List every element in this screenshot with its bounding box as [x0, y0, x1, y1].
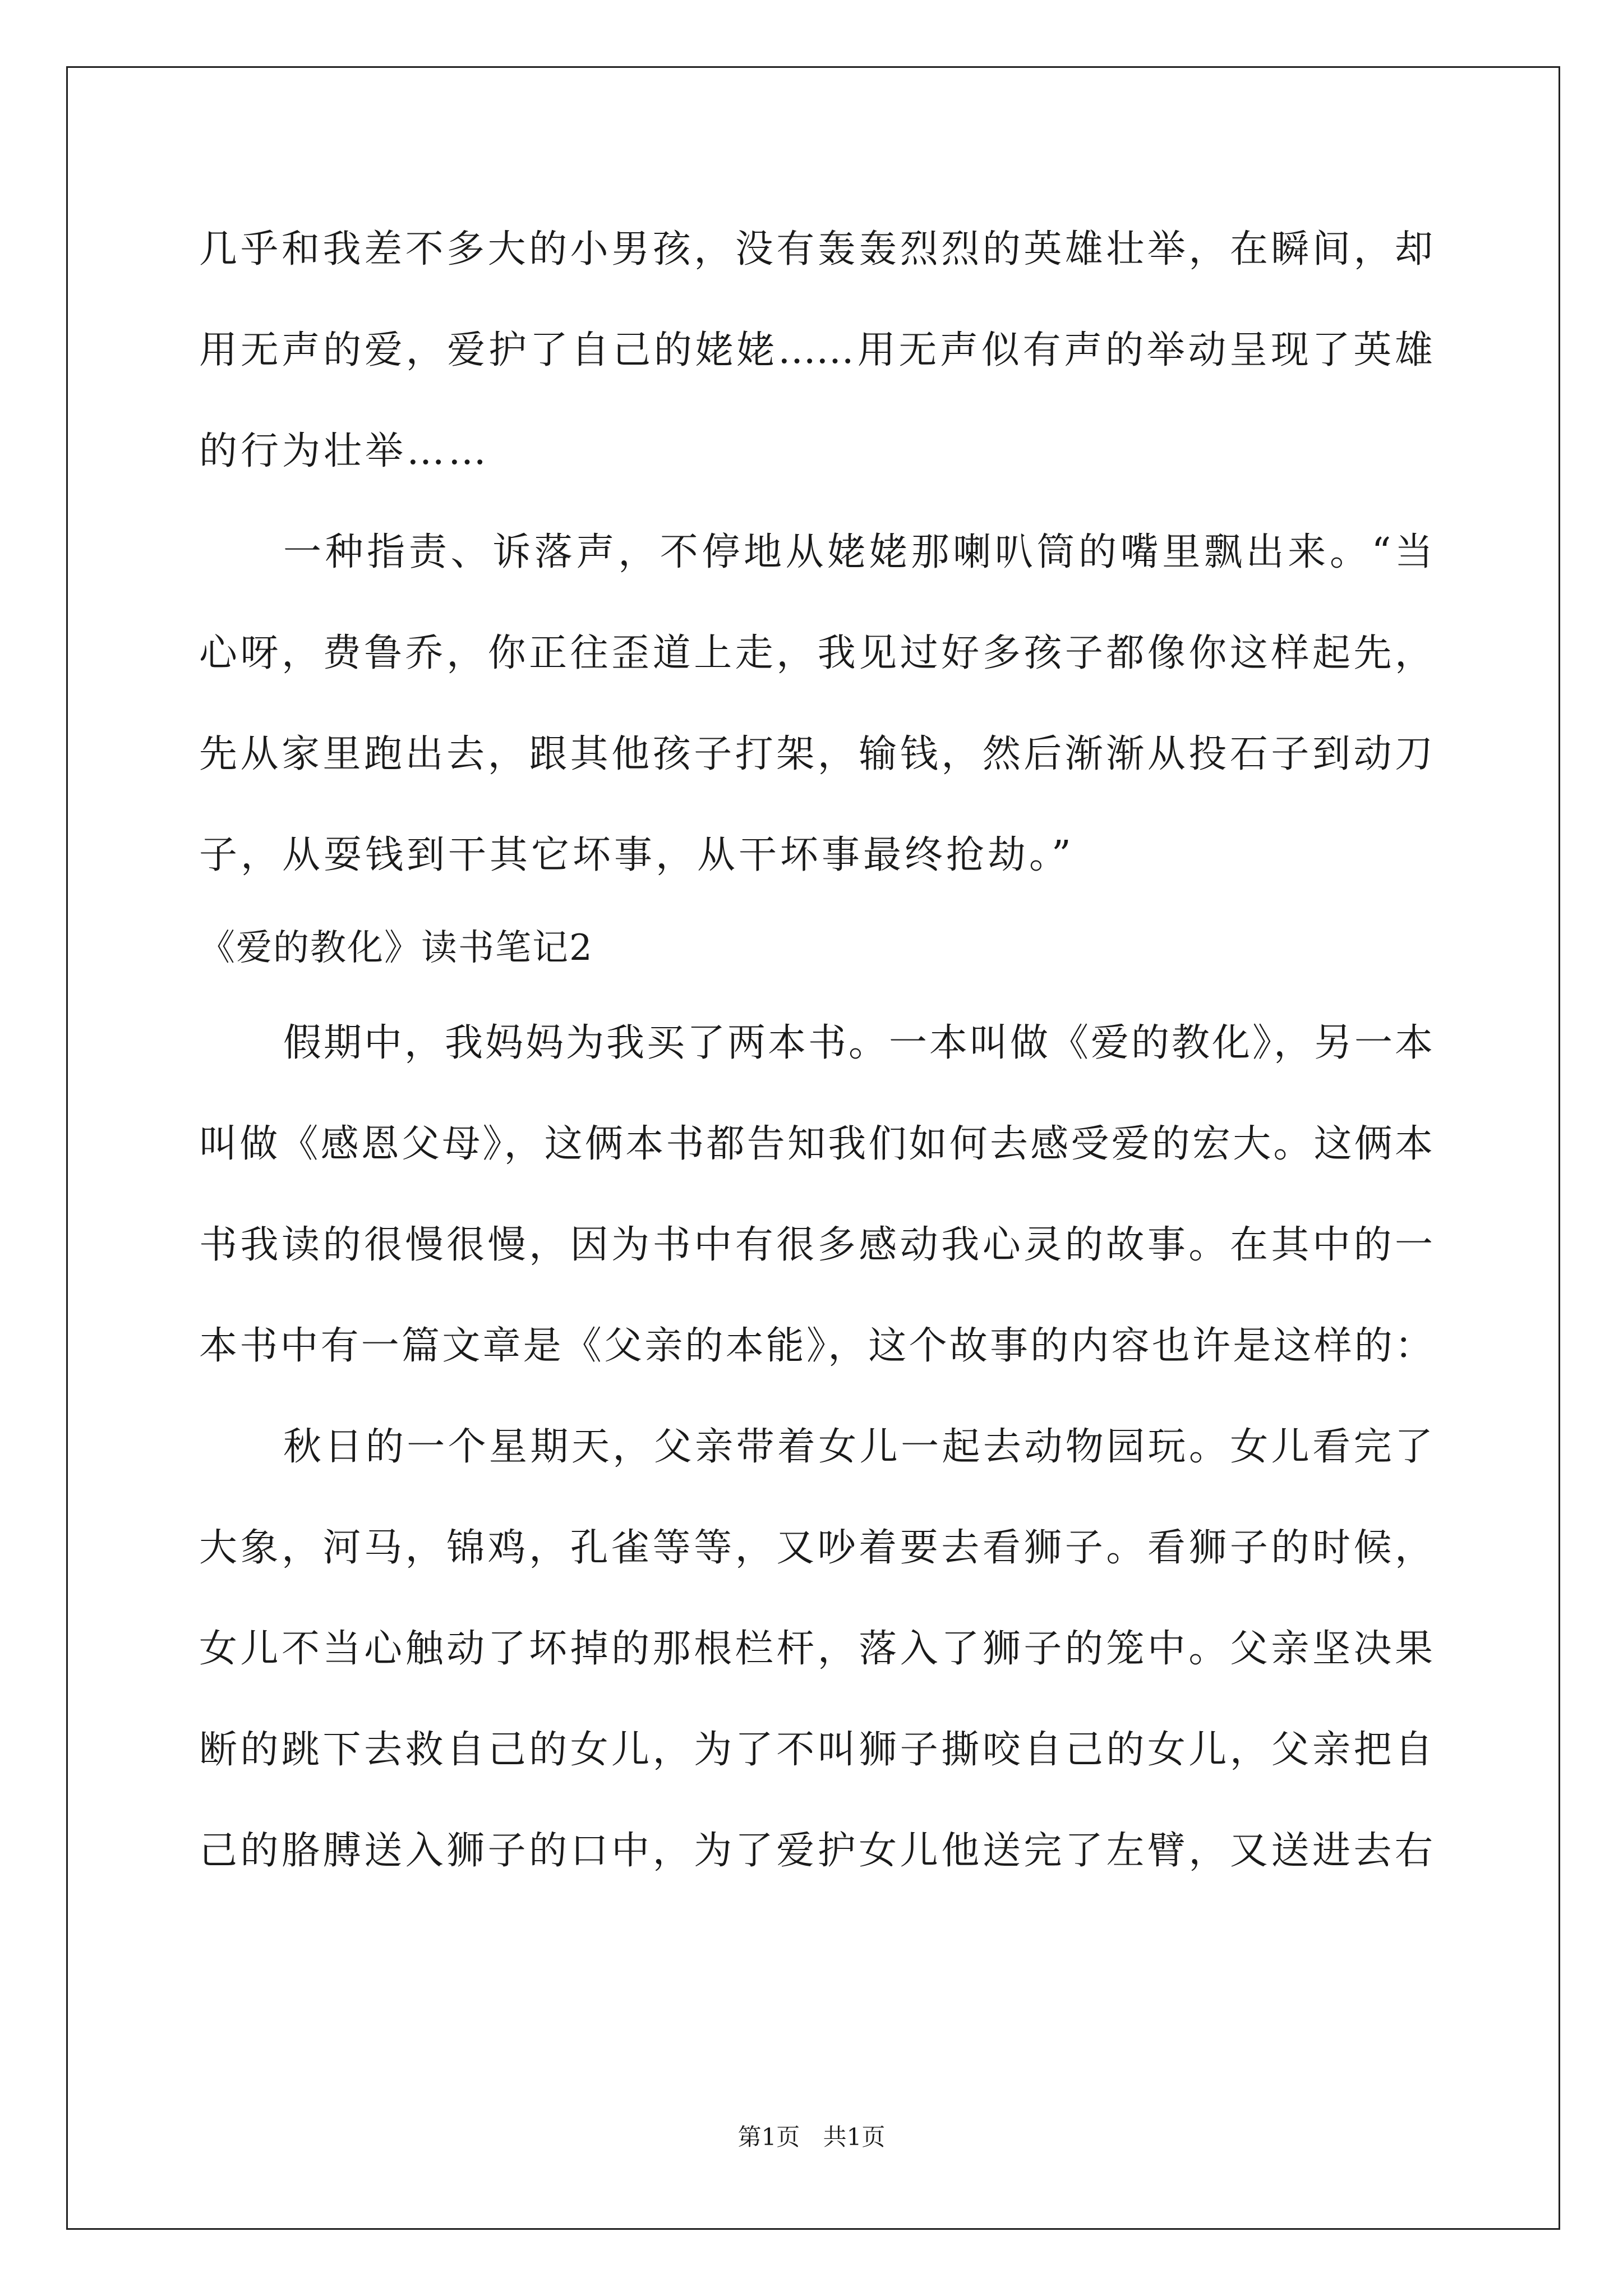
paragraph-line: 本书中有一篇文章是《父亲的本能》，这个故事的内容也许是这样的： — [199, 1324, 1433, 1368]
paragraph-line: 先从家里跑出去，跟其他孩子打架，输钱，然后渐渐从投石子到动刀 — [199, 732, 1433, 776]
section-heading: 《爱的教化》读书笔记2 — [199, 927, 593, 969]
paragraph-line: 断的跳下去救自己的女儿，为了不叫狮子撕咬自己的女儿，父亲把自 — [199, 1728, 1433, 1772]
paragraph-line: 几乎和我差不多大的小男孩，没有轰轰烈烈的英雄壮举，在瞬间，却 — [199, 227, 1433, 272]
paragraph-line: 女儿不当心触动了坏掉的那根栏杆，落入了狮子的笼中。父亲坚决果 — [199, 1627, 1433, 1671]
paragraph-line: 秋日的一个星期天，父亲带着女儿一起去动物园玩。女儿看完了 — [283, 1425, 1433, 1469]
paragraph-line: 用无声的爱，爱护了自己的姥姥……用无声似有声的举动呈现了英雄 — [199, 328, 1433, 372]
paragraph-line: 的行为壮举…… — [199, 429, 490, 473]
paragraph-line: 大象，河马，锦鸡，孔雀等等，又吵着要去看狮子。看狮子的时候， — [199, 1526, 1433, 1570]
paragraph-line: 一种指责、诉落声，不停地从姥姥那喇叭筒的嘴里飘出来。“当 — [283, 530, 1433, 574]
paragraph-line: 书我读的很慢很慢，因为书中有很多感动我心灵的故事。在其中的一 — [199, 1223, 1433, 1267]
paragraph-line: 假期中，我妈妈为我买了两本书。一本叫做《爱的教化》，另一本 — [283, 1021, 1433, 1065]
page-total: 共1页 — [823, 2123, 886, 2151]
paragraph-line: 己的胳膊送入狮子的口中，为了爱护女儿他送完了左臂，又送进去右 — [199, 1829, 1433, 1873]
page-number: 第1页 — [737, 2123, 800, 2151]
page-footer — [0, 2120, 1623, 2154]
paragraph-line: 叫做《感恩父母》，这俩本书都告知我们如何去感受爱的宏大。这俩本 — [199, 1122, 1433, 1166]
paragraph-line: 心呀，费鲁乔，你正往歪道上走，我见过好多孩子都像你这样起先， — [199, 631, 1433, 675]
paragraph-line: 子，从耍钱到干其它坏事，从干坏事最终抢劫。” — [199, 833, 1075, 877]
